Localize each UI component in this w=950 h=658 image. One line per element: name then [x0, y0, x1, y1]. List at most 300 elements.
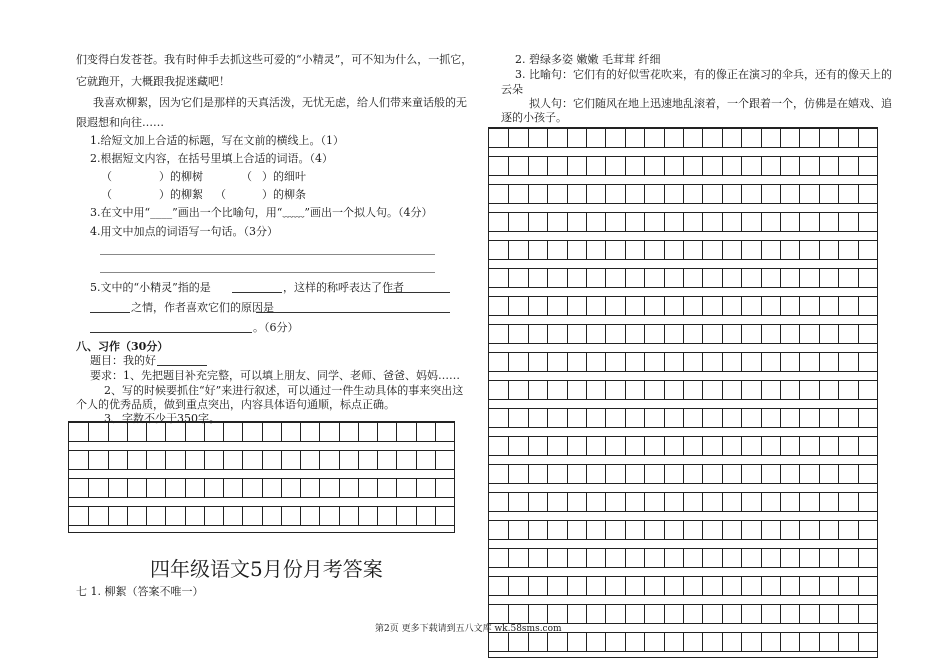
- answer-line: 七 1. 柳絮（答案不唯一）: [76, 585, 204, 598]
- grid-cell-line: [683, 605, 684, 623]
- grid-cell-line: [683, 437, 684, 455]
- grid-cell-line: [547, 325, 548, 343]
- grid-cell-line: [508, 297, 509, 315]
- grid-cell-line: [722, 493, 723, 511]
- grid-cell-line: [858, 521, 859, 539]
- grid-cell-line: [664, 297, 665, 315]
- grid-cell-line: [780, 381, 781, 399]
- grid-cell-line: [165, 423, 166, 441]
- grid-cell-line: [799, 605, 800, 623]
- grid-cell-line: [702, 297, 703, 315]
- grid-cell-line: [644, 297, 645, 315]
- grid-cell-line: [281, 507, 282, 525]
- grid-cell-line: [858, 549, 859, 567]
- grid-cell-line: [262, 479, 263, 497]
- grid-cell-line: [586, 633, 587, 651]
- grid-cell-line: [780, 577, 781, 595]
- grid-cell-line: [838, 213, 839, 231]
- grid-cell-line: [185, 423, 186, 441]
- grid-cell-line: [819, 577, 820, 595]
- grid-cell-line: [799, 381, 800, 399]
- page-footer: 第2页 更多下载请到五八文库 wk.58sms.com: [375, 624, 562, 634]
- grid-cell-line: [780, 269, 781, 287]
- grid-cell-line: [819, 157, 820, 175]
- grid-cell-line: [567, 493, 568, 511]
- grid-cell-line: [858, 269, 859, 287]
- grid-row: [489, 212, 877, 232]
- grid-cell-line: [702, 213, 703, 231]
- grid-cell-line: [586, 213, 587, 231]
- grid-cell-line: [683, 297, 684, 315]
- grid-cell-line: [508, 465, 509, 483]
- grid-cell-line: [819, 241, 820, 259]
- grid-cell-line: [146, 423, 147, 441]
- answer-3: 云朵: [501, 83, 523, 96]
- grid-cell-line: [625, 185, 626, 203]
- grid-cell-line: [567, 129, 568, 147]
- grid-cell-line: [528, 493, 529, 511]
- grid-cell-line: [664, 465, 665, 483]
- grid-cell-line: [508, 241, 509, 259]
- grid-cell-line: [625, 129, 626, 147]
- grid-cell-line: [838, 605, 839, 623]
- grid-cell-line: [644, 605, 645, 623]
- grid-cell-line: [396, 451, 397, 469]
- grid-cell-line: [644, 353, 645, 371]
- grid-cell-line: [741, 521, 742, 539]
- blank-open: （: [101, 188, 112, 201]
- grid-cell-line: [702, 129, 703, 147]
- grid-cell-line: [605, 437, 606, 455]
- grid-cell-line: [547, 241, 548, 259]
- grid-cell-line: [722, 605, 723, 623]
- grid-cell-line: [508, 633, 509, 651]
- grid-cell-line: [664, 185, 665, 203]
- grid-cell-line: [528, 437, 529, 455]
- grid-cell-line: [780, 493, 781, 511]
- grid-cell-line: [625, 549, 626, 567]
- blank-open: （: [241, 170, 252, 183]
- essay-topic: 题目：我的好: [90, 354, 156, 367]
- grid-cell-line: [761, 185, 762, 203]
- writing-grid: [488, 127, 878, 658]
- grid-cell-line: [780, 409, 781, 427]
- grid-row: [489, 352, 877, 372]
- grid-cell-line: [722, 381, 723, 399]
- grid-cell-line: [586, 297, 587, 315]
- grid-cell-line: [625, 213, 626, 231]
- grid-cell-line: [838, 381, 839, 399]
- grid-cell-line: [799, 409, 800, 427]
- grid-cell-line: [761, 241, 762, 259]
- grid-cell-line: [358, 451, 359, 469]
- grid-cell-line: [819, 269, 820, 287]
- grid-cell-line: [702, 325, 703, 343]
- grid-cell-line: [605, 297, 606, 315]
- grid-row: [489, 380, 877, 400]
- grid-cell-line: [586, 577, 587, 595]
- grid-cell-line: [644, 521, 645, 539]
- grid-cell-line: [204, 479, 205, 497]
- grid-cell-line: [185, 507, 186, 525]
- grid-row: [69, 422, 454, 442]
- grid-cell-line: [625, 577, 626, 595]
- grid-cell-line: [586, 493, 587, 511]
- grid-cell-line: [741, 157, 742, 175]
- grid-cell-line: [722, 129, 723, 147]
- grid-cell-line: [858, 381, 859, 399]
- grid-cell-line: [547, 129, 548, 147]
- grid-cell-line: [586, 409, 587, 427]
- grid-cell-line: [644, 437, 645, 455]
- grid-cell-line: [508, 409, 509, 427]
- grid-cell-line: [435, 507, 436, 525]
- grid-cell-line: [319, 479, 320, 497]
- grid-cell-line: [761, 129, 762, 147]
- grid-cell-line: [508, 521, 509, 539]
- grid-cell-line: [799, 465, 800, 483]
- question-4: 4.用文中加点的词语写一句话。（3分）: [90, 225, 278, 238]
- grid-cell-line: [761, 605, 762, 623]
- grid-cell-line: [741, 297, 742, 315]
- grid-cell-line: [528, 633, 529, 651]
- grid-cell-line: [799, 353, 800, 371]
- grid-cell-line: [88, 507, 89, 525]
- grid-cell-line: [223, 507, 224, 525]
- grid-cell-line: [605, 325, 606, 343]
- grid-cell-line: [838, 521, 839, 539]
- grid-cell-line: [223, 451, 224, 469]
- grid-cell-line: [780, 129, 781, 147]
- grid-cell-line: [586, 269, 587, 287]
- grid-cell-line: [858, 605, 859, 623]
- grid-cell-line: [435, 451, 436, 469]
- grid-cell-line: [722, 633, 723, 651]
- grid-cell-line: [799, 521, 800, 539]
- grid-cell-line: [262, 423, 263, 441]
- grid-cell-line: [547, 577, 548, 595]
- grid-cell-line: [664, 353, 665, 371]
- grid-cell-line: [547, 633, 548, 651]
- grid-cell-line: [799, 157, 800, 175]
- grid-cell-line: [819, 129, 820, 147]
- grid-cell-line: [858, 241, 859, 259]
- grid-cell-line: [567, 437, 568, 455]
- grid-row: [489, 408, 877, 428]
- grid-cell-line: [858, 409, 859, 427]
- grid-cell-line: [644, 549, 645, 567]
- grid-cell-line: [586, 437, 587, 455]
- grid-cell-line: [683, 577, 684, 595]
- grid-cell-line: [281, 423, 282, 441]
- grid-cell-line: [127, 451, 128, 469]
- question-1: 1.给短文加上合适的标题，写在文前的横线上。（1）: [90, 134, 344, 147]
- grid-cell-line: [702, 241, 703, 259]
- grid-cell-line: [339, 479, 340, 497]
- grid-cell-line: [644, 213, 645, 231]
- grid-cell-line: [605, 521, 606, 539]
- grid-cell-line: [702, 437, 703, 455]
- question-5-part-b: ，这样的称呼表达了作者: [283, 281, 404, 294]
- blank-label: ）的柳条: [262, 188, 306, 201]
- grid-cell-line: [242, 423, 243, 441]
- grid-cell-line: [223, 479, 224, 497]
- grid-cell-line: [547, 185, 548, 203]
- grid-cell-line: [547, 549, 548, 567]
- grid-cell-line: [722, 297, 723, 315]
- grid-row: [489, 128, 877, 148]
- grid-cell-line: [799, 493, 800, 511]
- grid-cell-line: [702, 381, 703, 399]
- answer-title: 四年级语文5月份月考答案: [150, 557, 383, 581]
- grid-cell-line: [838, 325, 839, 343]
- grid-cell-line: [664, 129, 665, 147]
- grid-cell-line: [586, 185, 587, 203]
- grid-cell-line: [625, 353, 626, 371]
- grid-cell-line: [722, 213, 723, 231]
- grid-cell-line: [547, 493, 548, 511]
- grid-row: [69, 450, 454, 470]
- grid-cell-line: [146, 507, 147, 525]
- grid-cell-line: [761, 465, 762, 483]
- passage-line: 们变得白发苍苍。我有时伸手去抓这些可爱的“小精灵”，可不知为什么，一抓它，: [76, 53, 473, 66]
- grid-cell-line: [528, 465, 529, 483]
- grid-cell-line: [741, 437, 742, 455]
- grid-cell-line: [819, 633, 820, 651]
- grid-cell-line: [508, 493, 509, 511]
- grid-cell-line: [586, 129, 587, 147]
- grid-cell-line: [567, 605, 568, 623]
- grid-cell-line: [108, 451, 109, 469]
- fill-blank: [232, 281, 282, 293]
- grid-cell-line: [242, 479, 243, 497]
- grid-cell-line: [644, 577, 645, 595]
- grid-cell-line: [88, 451, 89, 469]
- grid-cell-line: [416, 423, 417, 441]
- grid-cell-line: [625, 409, 626, 427]
- grid-cell-line: [858, 185, 859, 203]
- grid-cell-line: [838, 353, 839, 371]
- blank-label: ）的柳树: [159, 170, 203, 183]
- grid-cell-line: [508, 185, 509, 203]
- grid-cell-line: [165, 479, 166, 497]
- blank-open: （: [101, 170, 112, 183]
- grid-cell-line: [567, 297, 568, 315]
- grid-cell-line: [858, 157, 859, 175]
- grid-cell-line: [508, 157, 509, 175]
- grid-cell-line: [741, 381, 742, 399]
- grid-cell-line: [819, 325, 820, 343]
- grid-cell-line: [780, 241, 781, 259]
- grid-cell-line: [262, 451, 263, 469]
- grid-cell-line: [547, 157, 548, 175]
- grid-cell-line: [567, 213, 568, 231]
- grid-cell-line: [664, 409, 665, 427]
- grid-row: [489, 632, 877, 652]
- grid-cell-line: [528, 297, 529, 315]
- grid-cell-line: [664, 381, 665, 399]
- passage-line: 限遐想和向往……: [76, 116, 164, 129]
- question-5-part-d: 。（6分）: [253, 321, 299, 334]
- grid-cell-line: [567, 381, 568, 399]
- grid-cell-line: [605, 605, 606, 623]
- grid-cell-line: [838, 549, 839, 567]
- grid-cell-line: [586, 241, 587, 259]
- grid-cell-line: [625, 605, 626, 623]
- grid-cell-line: [664, 605, 665, 623]
- question-3: 3.在文中用“____”画出一个比喻句，用“﹏﹏”画出一个拟人句。（4分）: [90, 206, 433, 219]
- grid-row: [489, 184, 877, 204]
- grid-cell-line: [547, 605, 548, 623]
- grid-cell-line: [664, 577, 665, 595]
- grid-cell-line: [683, 409, 684, 427]
- grid-cell-line: [799, 325, 800, 343]
- grid-cell-line: [605, 493, 606, 511]
- grid-cell-line: [799, 577, 800, 595]
- grid-cell-line: [547, 465, 548, 483]
- grid-cell-line: [300, 507, 301, 525]
- grid-cell-line: [605, 465, 606, 483]
- grid-cell-line: [780, 213, 781, 231]
- grid-cell-line: [644, 129, 645, 147]
- grid-cell-line: [528, 325, 529, 343]
- grid-cell-line: [858, 129, 859, 147]
- grid-cell-line: [702, 605, 703, 623]
- grid-cell-line: [339, 423, 340, 441]
- grid-cell-line: [358, 423, 359, 441]
- grid-cell-line: [644, 493, 645, 511]
- grid-cell-line: [508, 577, 509, 595]
- grid-cell-line: [683, 381, 684, 399]
- grid-cell-line: [625, 633, 626, 651]
- grid-cell-line: [664, 549, 665, 567]
- grid-cell-line: [416, 451, 417, 469]
- grid-cell-line: [799, 437, 800, 455]
- grid-cell-line: [858, 213, 859, 231]
- grid-cell-line: [528, 213, 529, 231]
- grid-cell-line: [508, 129, 509, 147]
- blank-label: ）的细叶: [262, 170, 306, 183]
- grid-cell-line: [722, 437, 723, 455]
- question-2: 2.根据短文内容，在括号里填上合适的词语。（4）: [90, 152, 333, 165]
- grid-cell-line: [88, 479, 89, 497]
- grid-cell-line: [741, 269, 742, 287]
- grid-cell-line: [528, 185, 529, 203]
- grid-cell-line: [722, 465, 723, 483]
- grid-cell-line: [799, 633, 800, 651]
- grid-cell-line: [567, 269, 568, 287]
- answer-3: 逐的小孩子。: [501, 111, 567, 124]
- grid-cell-line: [416, 479, 417, 497]
- grid-cell-line: [780, 605, 781, 623]
- grid-cell-line: [281, 479, 282, 497]
- grid-cell-line: [683, 633, 684, 651]
- question-5-part-a: 5.文中的“小精灵”指的是: [90, 281, 211, 294]
- grid-cell-line: [605, 549, 606, 567]
- grid-cell-line: [625, 437, 626, 455]
- section-heading: 八、习作（30分）: [76, 340, 169, 353]
- grid-cell-line: [722, 269, 723, 287]
- grid-cell-line: [683, 185, 684, 203]
- grid-cell-line: [741, 213, 742, 231]
- grid-cell-line: [683, 241, 684, 259]
- grid-cell-line: [858, 353, 859, 371]
- grid-cell-line: [819, 605, 820, 623]
- grid-cell-line: [741, 185, 742, 203]
- answer-2: 2. 碧绿多姿 嫩嫩 毛茸茸 纤细: [515, 53, 661, 66]
- grid-cell-line: [339, 507, 340, 525]
- grid-cell-line: [722, 241, 723, 259]
- grid-cell-line: [838, 185, 839, 203]
- grid-cell-line: [799, 185, 800, 203]
- grid-cell-line: [204, 451, 205, 469]
- grid-cell-line: [508, 213, 509, 231]
- grid-cell-line: [799, 269, 800, 287]
- grid-cell-line: [508, 381, 509, 399]
- grid-cell-line: [319, 507, 320, 525]
- passage-line: 我喜欢柳絮，因为它们是那样的天真活泼，无忧无虑，给人们带来童话般的无: [93, 96, 467, 109]
- grid-cell-line: [702, 493, 703, 511]
- grid-cell-line: [625, 157, 626, 175]
- grid-cell-line: [547, 381, 548, 399]
- grid-cell-line: [838, 129, 839, 147]
- grid-cell-line: [396, 479, 397, 497]
- grid-cell-line: [838, 437, 839, 455]
- grid-cell-line: [605, 269, 606, 287]
- grid-cell-line: [625, 269, 626, 287]
- grid-cell-line: [567, 633, 568, 651]
- grid-cell-line: [761, 353, 762, 371]
- grid-row: [489, 324, 877, 344]
- grid-cell-line: [605, 409, 606, 427]
- grid-row: [489, 492, 877, 512]
- grid-cell-line: [644, 185, 645, 203]
- grid-row: [489, 268, 877, 288]
- answer-line: [100, 254, 435, 255]
- grid-cell-line: [547, 213, 548, 231]
- grid-cell-line: [819, 549, 820, 567]
- grid-cell-line: [683, 213, 684, 231]
- grid-cell-line: [88, 423, 89, 441]
- grid-cell-line: [625, 465, 626, 483]
- grid-cell-line: [780, 521, 781, 539]
- grid-row: [489, 296, 877, 316]
- grid-cell-line: [108, 423, 109, 441]
- grid-row: [489, 436, 877, 456]
- grid-cell-line: [605, 129, 606, 147]
- grid-cell-line: [528, 577, 529, 595]
- grid-cell-line: [127, 507, 128, 525]
- grid-row: [489, 464, 877, 484]
- grid-cell-line: [396, 423, 397, 441]
- grid-cell-line: [683, 549, 684, 567]
- fill-blank: [157, 354, 207, 366]
- grid-cell-line: [625, 381, 626, 399]
- grid-cell-line: [547, 353, 548, 371]
- grid-cell-line: [761, 213, 762, 231]
- grid-row: [69, 478, 454, 498]
- grid-cell-line: [702, 577, 703, 595]
- grid-cell-line: [146, 451, 147, 469]
- grid-cell-line: [819, 185, 820, 203]
- grid-cell-line: [761, 269, 762, 287]
- grid-cell-line: [547, 409, 548, 427]
- grid-cell-line: [664, 521, 665, 539]
- grid-cell-line: [508, 605, 509, 623]
- grid-cell-line: [664, 633, 665, 651]
- grid-cell-line: [702, 633, 703, 651]
- fill-blank: [256, 301, 450, 313]
